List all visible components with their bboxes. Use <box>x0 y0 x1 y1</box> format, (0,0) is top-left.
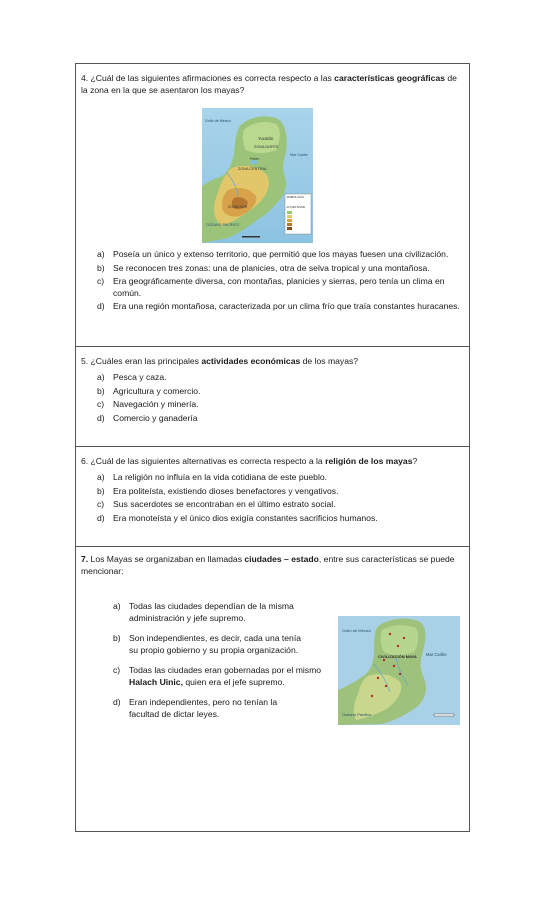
map-legend-title: SIMBOLOGÍA <box>286 195 305 199</box>
separator <box>76 546 469 547</box>
map-label-yucatan: Yucatán <box>258 136 274 141</box>
question-7-keyword: ciudades – estado <box>244 554 319 564</box>
option-5c[interactable]: c) Navegación y minería. <box>97 399 199 409</box>
option-4c[interactable]: c) Era geográficamente diversa, con montañas, planicies y sierras, pero tenía un clima en común. <box>97 276 445 298</box>
map2-label-civilization: CIVILIZACIÓN MAYA <box>378 654 417 659</box>
map-label-gulf: Golfo de México <box>205 119 231 123</box>
question-7-text: 7. Los Mayas se organizaban en llamadas ciudades – estado, entre sus características se puede mencionar: <box>81 554 455 576</box>
option-4b[interactable]: b) Se reconocen tres zonas: una de planicies, otra de selva tropical y una montañosa. <box>97 262 430 273</box>
option-6b[interactable]: b) Era politeísta, existiendo dioses benefactores y vengativos. <box>97 485 339 496</box>
separator <box>76 446 469 447</box>
map-label-peten: Petén <box>250 157 260 161</box>
map-label-north: ZONA NORTE <box>254 145 279 149</box>
map2-label-gulf: Golfo de México <box>342 628 371 633</box>
option-5a[interactable]: a) Pesca y caza. <box>97 372 167 382</box>
option-7a[interactable]: a) Todas las ciudades dependían de la misma administración y jefe supremo. <box>113 601 294 623</box>
option-7d[interactable]: d) Eran independientes, pero no tenían la facultad de dictar leyes. <box>113 697 278 719</box>
question-7-options <box>113 601 343 722</box>
question-5-text: 5. ¿Cuáles eran las principales actividades económicas de los mayas? <box>81 356 359 366</box>
map-label-central: ZONA CENTRAL <box>238 167 268 171</box>
question-5-keyword: actividades económicas <box>201 356 301 366</box>
option-5d[interactable]: d) Comercio y ganadería <box>97 412 198 423</box>
option-5b[interactable]: b) Agricultura y comercio. <box>97 385 201 396</box>
option-7b[interactable]: b) Son independientes, es decir, cada una tenía su propio gobierno y su propia organización. <box>113 633 302 655</box>
option-6c[interactable]: c) Sus sacerdotes se encontraban en el último estrato social. <box>97 499 336 509</box>
map2-label-ocean: Océano Pacífico <box>342 712 372 717</box>
maya-civilization-map <box>338 616 460 725</box>
map2-label-sea: Mar Caribe <box>426 652 447 657</box>
option-6d[interactable]: d) Era monoteísta y el único dios exigía constantes sacrificios humanos. <box>97 512 378 523</box>
worksheet-frame <box>75 63 470 832</box>
question-6-text: 6. ¿Cuál de las siguientes alternativas es correcta respecto a la religión de los mayas? <box>81 456 418 466</box>
map-legend-altitude: ALTURA MSNM <box>286 206 306 209</box>
question-6-keyword: religión de los mayas <box>325 456 413 466</box>
question-5-options <box>97 372 463 426</box>
option-7c[interactable]: c) Todas las ciudades eran gobernadas por el mismo Halach Uinic, quien era el jefe supremo. <box>113 665 322 687</box>
map-label-south: ZONA SUR <box>228 205 248 209</box>
maya-geography-map <box>202 108 313 243</box>
option-6a[interactable]: a) La religión no influía en la vida cotidiana de este pueblo. <box>97 472 328 482</box>
map-label-sea: Mar Caribe <box>290 153 308 157</box>
question-6-options <box>97 472 463 526</box>
option-4d[interactable]: d) Era una región montañosa, caracterizada por un clima frío que traía constantes huracanes. <box>97 301 460 311</box>
question-4-keyword: características geográficas <box>334 73 446 83</box>
option-4a[interactable]: a) Poseía un único y extenso territorio, que permitió que los mayas fuesen una civilización. <box>97 249 449 259</box>
map-label-ocean: OCÉANO PACÍFICO <box>206 223 240 227</box>
separator <box>76 346 469 347</box>
question-4-options <box>97 249 463 315</box>
question-4-text: 4. ¿Cuál de las siguientes afirmaciones es correcta respecto a las características geográficas de la zona en la que se asentaron los mayas? <box>81 73 457 95</box>
